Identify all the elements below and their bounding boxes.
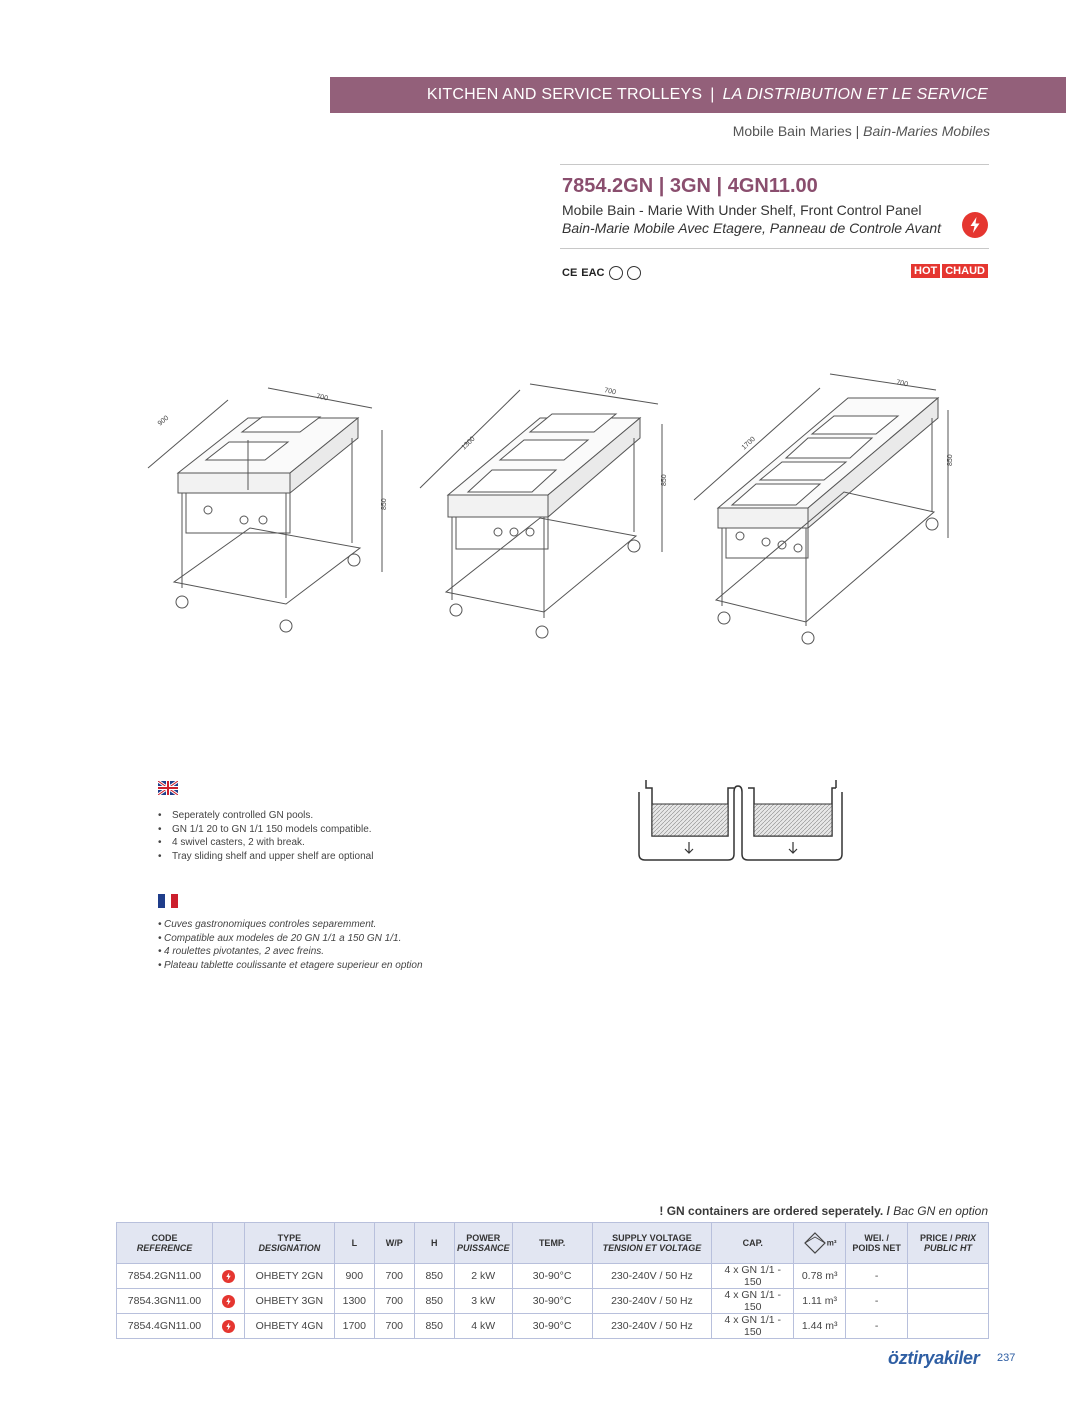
dim-height-3: 850 xyxy=(947,454,954,466)
cell-volume: 0.78 m³ xyxy=(794,1264,846,1289)
dim-height-1: 850 xyxy=(381,498,388,510)
cell-energy xyxy=(212,1289,244,1314)
cell-power: 3 kW xyxy=(454,1289,512,1314)
page-number: 237 xyxy=(997,1352,1016,1364)
cell-energy xyxy=(212,1264,244,1289)
cell-height: 850 xyxy=(414,1314,454,1339)
dim-height-2: 850 xyxy=(661,474,668,486)
cell-width: 700 xyxy=(374,1314,414,1339)
col-width: W/P xyxy=(374,1223,414,1264)
cell-price xyxy=(908,1314,989,1339)
dim-length-3: 1700 xyxy=(740,435,757,452)
france-flag-icon xyxy=(158,894,178,908)
category-en: KITCHEN AND SERVICE TROLLEYS xyxy=(426,86,703,103)
cell-voltage: 230-240V / 50 Hz xyxy=(592,1289,712,1314)
cell-code: 7854.2GN11.00 xyxy=(117,1264,213,1289)
cell-capacity: 4 x GN 1/1 - 150 xyxy=(712,1314,794,1339)
cell-code: 7854.4GN11.00 xyxy=(117,1314,213,1339)
col-code: CODE REFERENCE xyxy=(117,1223,213,1264)
cell-capacity: 4 x GN 1/1 - 150 xyxy=(712,1264,794,1289)
cell-volume: 1.11 m³ xyxy=(794,1289,846,1314)
cell-type: OHBETY 4GN xyxy=(244,1314,334,1339)
electric-icon xyxy=(962,212,988,238)
divider-middle xyxy=(560,248,989,249)
col-price: PRICE / PRIX PUBLIC HT xyxy=(908,1223,989,1264)
electric-icon xyxy=(222,1320,235,1333)
table-row xyxy=(117,1289,989,1314)
cell-energy xyxy=(212,1314,244,1339)
feature-item: • GN 1/1 20 to GN 1/1 150 models compatible. xyxy=(158,823,373,837)
dim-width-1: 700 xyxy=(315,393,329,403)
table-row xyxy=(117,1314,989,1339)
cell-voltage: 230-240V / 50 Hz xyxy=(592,1264,712,1289)
ce-mark: CE xyxy=(562,267,578,279)
subheader xyxy=(560,123,990,139)
table-header-row xyxy=(117,1223,989,1264)
trolley-drawing-4gn xyxy=(694,374,948,644)
cell-length: 900 xyxy=(334,1264,374,1289)
dim-length-2: 1300 xyxy=(460,435,477,452)
subcategory-fr: Bain-Maries Mobiles xyxy=(863,123,990,139)
product-description-fr: Bain-Marie Mobile Avec Etagere, Panneau de Controle Avant xyxy=(562,220,942,236)
feature-item: • 4 roulettes pivotantes, 2 avec freins. xyxy=(158,945,423,959)
cell-weight: - xyxy=(846,1289,908,1314)
header-separator: | xyxy=(710,86,715,103)
cell-weight: - xyxy=(846,1264,908,1289)
spec-table xyxy=(116,1222,989,1339)
dim-width-2: 700 xyxy=(603,387,617,397)
cell-weight: - xyxy=(846,1314,908,1339)
cell-price xyxy=(908,1264,989,1289)
cell-type: OHBETY 3GN xyxy=(244,1289,334,1314)
note-en: ! GN containers are ordered seperately. / xyxy=(659,1204,890,1218)
cell-temp: 30-90°C xyxy=(512,1289,592,1314)
cell-capacity: 4 x GN 1/1 - 150 xyxy=(712,1289,794,1314)
product-drawings xyxy=(120,360,980,660)
product-code: 7854.2GN | 3GN | 4GN11.00 xyxy=(562,175,818,197)
features-list-fr xyxy=(158,918,423,972)
eac-mark: EAC xyxy=(581,267,605,279)
cell-voltage: 230-240V / 50 Hz xyxy=(592,1314,712,1339)
subheader-separator: | xyxy=(855,123,860,139)
divider-top xyxy=(560,164,989,165)
col-energy-icon xyxy=(212,1223,244,1264)
electric-icon xyxy=(222,1295,235,1308)
product-description-en: Mobile Bain - Marie With Under Shelf, Front Control Panel xyxy=(562,202,922,218)
feature-item: • 4 swivel casters, 2 with break. xyxy=(158,836,373,850)
cell-price xyxy=(908,1289,989,1314)
cell-power: 4 kW xyxy=(454,1314,512,1339)
col-type: TYPE DESIGNATION xyxy=(244,1223,334,1264)
col-volume: m³ xyxy=(794,1223,846,1264)
col-temp: TEMP. xyxy=(512,1223,592,1264)
col-capacity: CAP. xyxy=(712,1223,794,1264)
header-bar xyxy=(330,77,1066,113)
cell-length: 1300 xyxy=(334,1289,374,1314)
col-voltage: SUPPLY VOLTAGE TENSION ET VOLTAGE xyxy=(592,1223,712,1264)
hot-label-fr: CHAUD xyxy=(942,264,988,278)
cell-height: 850 xyxy=(414,1264,454,1289)
col-power: POWER PUISSANCE xyxy=(454,1223,512,1264)
dim-length-1: 900 xyxy=(156,414,171,428)
features-list-en xyxy=(158,809,373,863)
cell-width: 700 xyxy=(374,1264,414,1289)
col-weight: WEI. / POIDS NET xyxy=(846,1223,908,1264)
trolley-drawing-2gn xyxy=(148,388,382,632)
cell-length: 1700 xyxy=(334,1314,374,1339)
cell-width: 700 xyxy=(374,1289,414,1314)
quality-cert-icon xyxy=(627,266,641,280)
hot-badge xyxy=(911,264,988,278)
subcategory-en: Mobile Bain Maries xyxy=(732,123,852,139)
col-length: L xyxy=(334,1223,374,1264)
cell-volume: 1.44 m³ xyxy=(794,1314,846,1339)
electric-icon xyxy=(222,1270,235,1283)
category-fr: LA DISTRIBUTION ET LE SERVICE xyxy=(722,86,988,103)
gn-containers-note xyxy=(560,1204,988,1218)
cell-power: 2 kW xyxy=(454,1264,512,1289)
certification-marks xyxy=(562,266,641,280)
volume-icon xyxy=(803,1231,827,1255)
feature-item: • Cuves gastronomiques controles separemment. xyxy=(158,918,423,932)
bain-marie-diagram xyxy=(636,778,846,864)
feature-item: • Tray sliding shelf and upper shelf are optional xyxy=(158,850,373,864)
cell-code: 7854.3GN11.00 xyxy=(117,1289,213,1314)
col-height: H xyxy=(414,1223,454,1264)
uk-flag-icon xyxy=(158,781,178,795)
feature-item: • Compatible aux modeles de 20 GN 1/1 a 150 GN 1/1. xyxy=(158,932,423,946)
brand-logo: öztiryakiler xyxy=(888,1348,980,1368)
note-fr: Bac GN en option xyxy=(893,1204,988,1218)
feature-item: • Plateau tablette coulissante et etagere superieur en option xyxy=(158,959,423,973)
cell-height: 850 xyxy=(414,1289,454,1314)
trolley-drawing-3gn xyxy=(420,384,662,638)
hot-label-en: HOT xyxy=(911,264,940,278)
dim-width-3: 700 xyxy=(895,379,909,389)
cell-type: OHBETY 2GN xyxy=(244,1264,334,1289)
tse-cert-icon xyxy=(609,266,623,280)
feature-item: • Seperately controlled GN pools. xyxy=(158,809,373,823)
cell-temp: 30-90°C xyxy=(512,1314,592,1339)
cell-temp: 30-90°C xyxy=(512,1264,592,1289)
table-row xyxy=(117,1264,989,1289)
